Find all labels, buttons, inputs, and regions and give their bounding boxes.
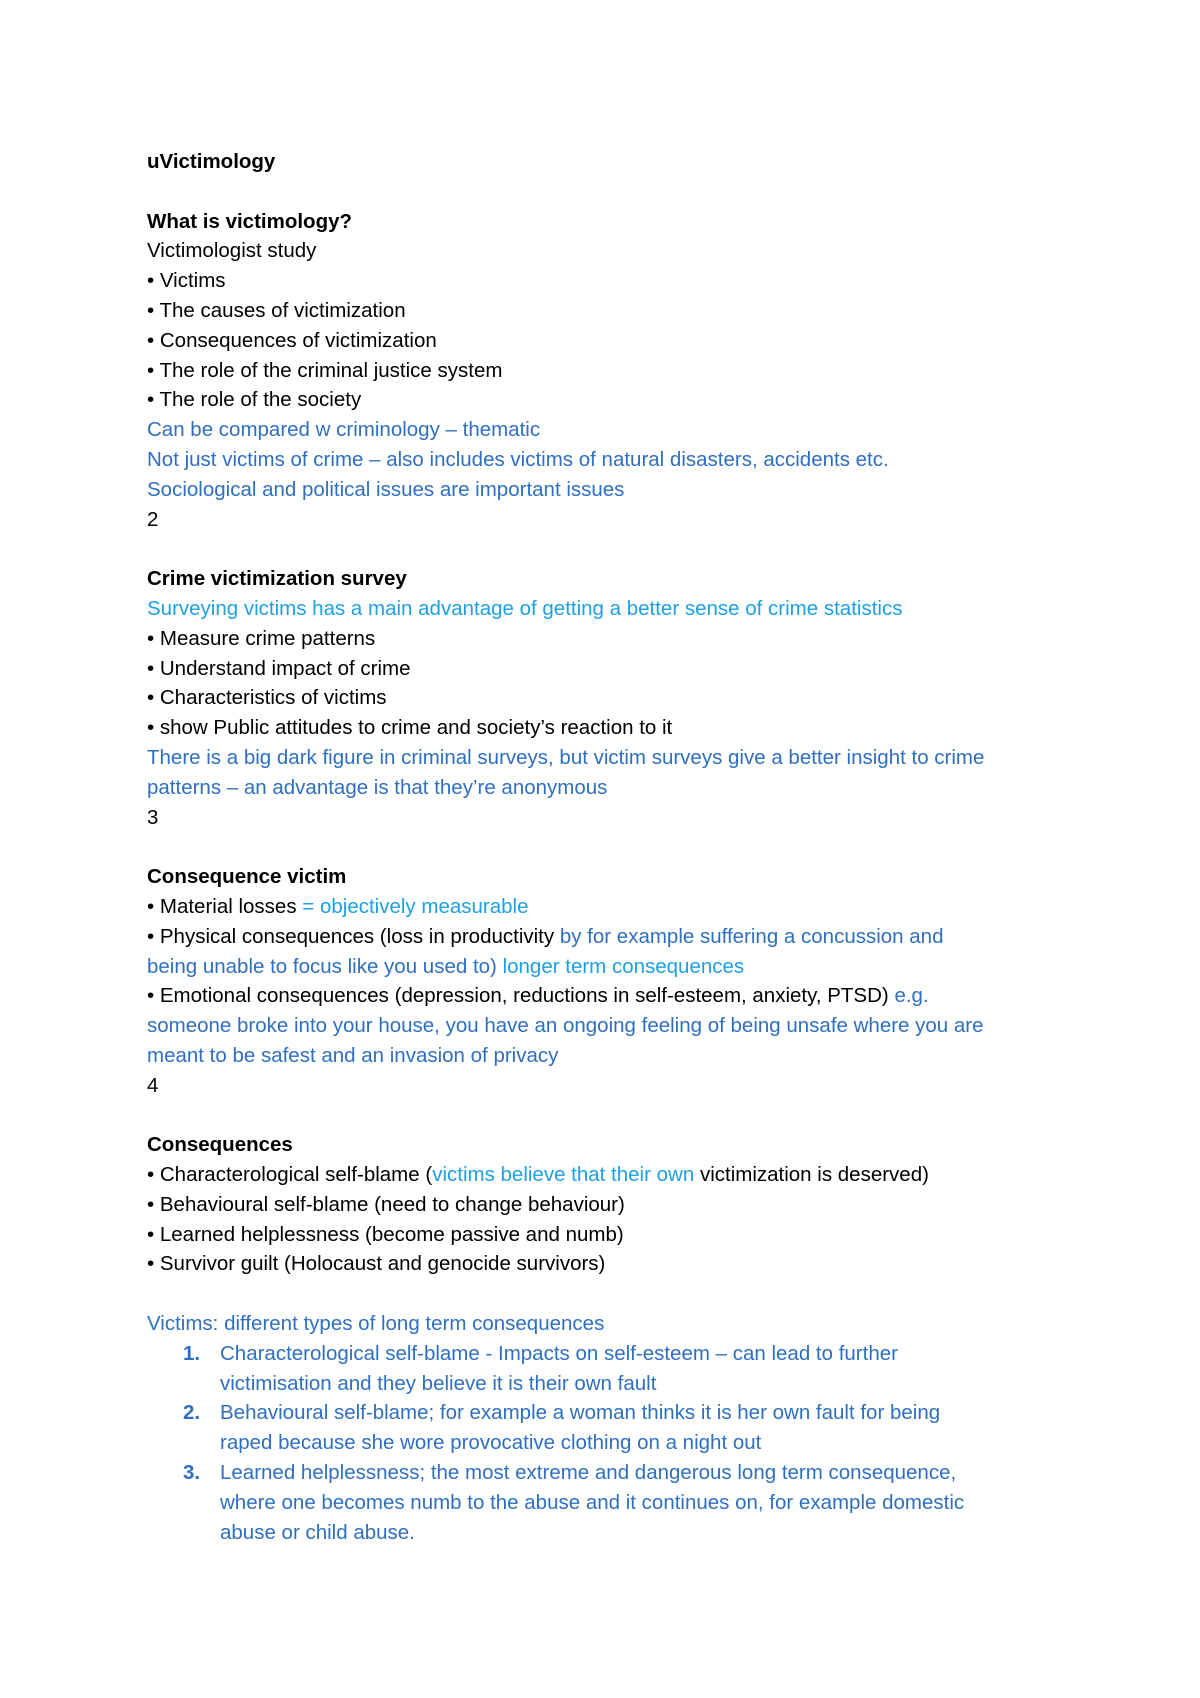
item-text: abuse or child abuse. — [220, 1520, 415, 1544]
bullet-continuation: meant to be safest and an invasion of privacy — [147, 1043, 559, 1067]
bullet-item: • Learned helplessness (become passive and numb) — [147, 1222, 624, 1246]
bullet-item: • Survivor guilt (Holocaust and genocide survivors) — [147, 1252, 606, 1276]
bullet-item: • Measure crime patterns — [147, 626, 376, 650]
numbered-item — [147, 1458, 1077, 1488]
bullet-item: • Behavioural self-blame (need to change behaviour) — [147, 1192, 625, 1216]
section-heading-crime-victimization-survey: Crime victimization survey — [147, 567, 407, 591]
numbered-item-continuation — [147, 1369, 1077, 1399]
bullet-note: e.g. — [894, 984, 929, 1008]
bullet-note: being unable to focus like you used to) — [147, 954, 497, 978]
document-page — [147, 147, 1077, 1547]
document-title: uVictimology — [147, 150, 276, 173]
note-line: Surveying victims has a main advantage of getting a better sense of crime statistics — [147, 596, 903, 620]
section-heading-consequence-victim: Consequence victim — [147, 865, 347, 889]
section-heading-what-is-victimology: What is victimology? — [147, 209, 353, 233]
bullet-note: = objectively measurable — [302, 894, 529, 918]
item-text: where one becomes numb to the abuse and it continues on, for example domestic — [220, 1490, 965, 1514]
numbered-item — [147, 1398, 1077, 1428]
section-heading-consequences: Consequences — [147, 1133, 293, 1157]
bullet-text: • Emotional consequences (depression, reductions in self-esteem, anxiety, PTSD) — [147, 984, 895, 1008]
note-line: Sociological and political issues are important issues — [147, 477, 625, 501]
bullet-continuation — [147, 952, 1077, 982]
numbered-item-continuation — [147, 1488, 1077, 1518]
item-number: 3. — [183, 1461, 201, 1485]
numbered-item-continuation — [147, 1428, 1077, 1458]
bullet-item — [147, 922, 1077, 952]
section-heading-long-term-consequences: Victims: different types of long term consequences — [147, 1312, 605, 1336]
section-intro: Victimologist study — [147, 239, 317, 263]
item-text: Learned helplessness; the most extreme and dangerous long term consequence, — [220, 1461, 957, 1485]
item-number: 2. — [183, 1401, 201, 1425]
item-text: raped because she wore provocative clothing on a night out — [220, 1431, 762, 1455]
bullet-item: • Victims — [147, 269, 226, 293]
bullet-text: victimization is deserved) — [694, 1163, 929, 1187]
slide-number: 4 — [147, 1073, 159, 1097]
note-line: Not just victims of crime – also includes victims of natural disasters, accidents etc. — [147, 447, 889, 471]
bullet-item — [147, 981, 1077, 1011]
bullet-item: • show Public attitudes to crime and society’s reaction to it — [147, 716, 673, 740]
numbered-item — [147, 1339, 1077, 1369]
bullet-item: • The role of the society — [147, 388, 362, 412]
slide-number: 2 — [147, 507, 159, 531]
bullet-item: • The role of the criminal justice system — [147, 358, 503, 382]
note-line: Can be compared w criminology – thematic — [147, 418, 541, 442]
slide-number: 3 — [147, 805, 159, 829]
bullet-note: victims believe that their own — [432, 1163, 695, 1187]
note-line: There is a big dark figure in criminal surveys, but victim surveys give a better insight to crime — [147, 745, 985, 769]
note-line: patterns – an advantage is that they’re anonymous — [147, 775, 608, 799]
bullet-text: • Material losses — [147, 894, 303, 918]
bullet-text: • Characterological self-blame ( — [147, 1163, 433, 1187]
bullet-item: • The causes of victimization — [147, 298, 406, 322]
bullet-continuation: someone broke into your house, you have an ongoing feeling of being unsafe where you are — [147, 1014, 984, 1038]
bullet-item — [147, 892, 1077, 922]
item-number: 1. — [183, 1341, 201, 1365]
item-text: Characterological self-blame - Impacts on self-esteem – can lead to further — [220, 1341, 898, 1365]
bullet-item: • Understand impact of crime — [147, 656, 411, 680]
item-text: victimisation and they believe it is their own fault — [220, 1371, 657, 1395]
bullet-note: by for example suffering a concussion and — [559, 924, 944, 948]
bullet-text: • Physical consequences (loss in productivity — [147, 924, 560, 948]
numbered-item-continuation — [147, 1518, 1077, 1548]
bullet-item: • Characteristics of victims — [147, 686, 387, 710]
bullet-note: longer term consequences — [496, 954, 745, 978]
bullet-item: • Consequences of victimization — [147, 328, 437, 352]
item-text: Behavioural self-blame; for example a woman thinks it is her own fault for being — [220, 1401, 941, 1425]
bullet-item — [147, 1160, 1077, 1190]
